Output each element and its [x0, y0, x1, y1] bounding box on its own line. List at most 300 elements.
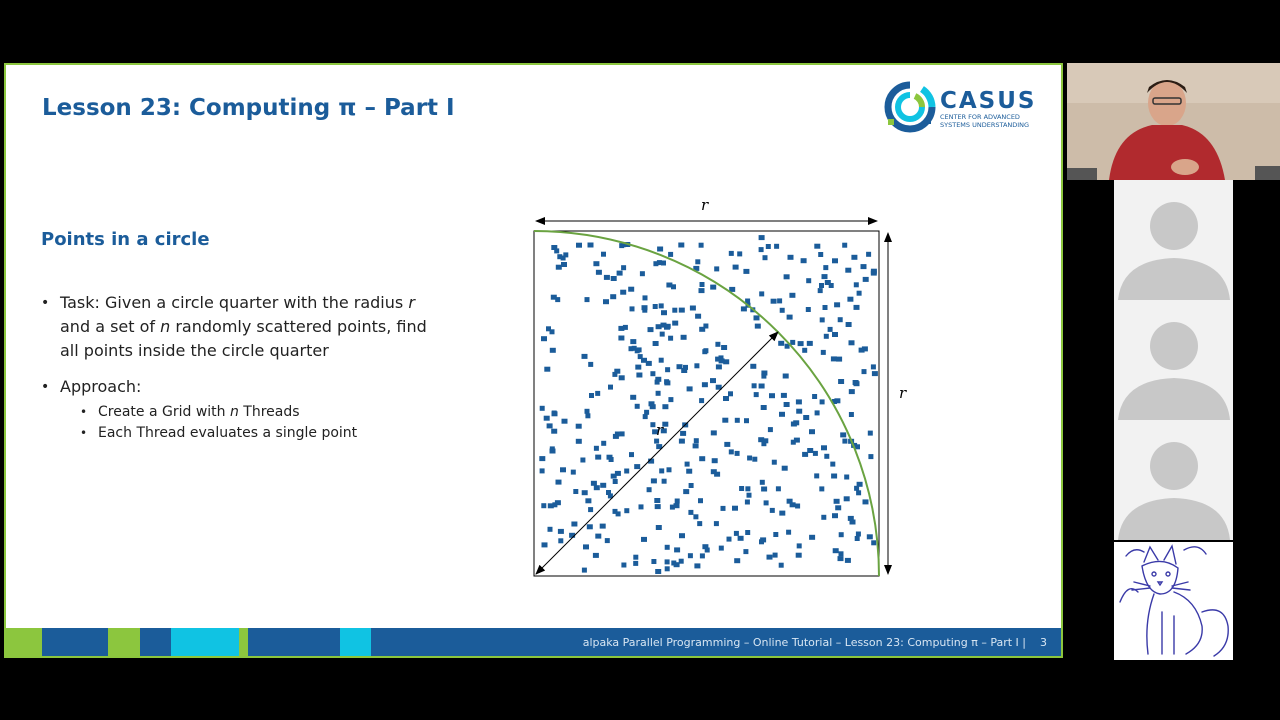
scatter-point — [767, 555, 773, 560]
scatter-point — [743, 549, 748, 554]
scatter-point — [796, 409, 802, 414]
scatter-point — [836, 357, 842, 362]
scatter-point — [558, 538, 563, 543]
scatter-point — [702, 382, 708, 387]
scatter-point — [573, 489, 578, 494]
scatter-point — [754, 315, 760, 320]
scatter-point — [795, 504, 800, 509]
participant-tile-2[interactable] — [1114, 300, 1233, 420]
scatter-point — [675, 499, 680, 504]
scatter-point — [650, 404, 656, 409]
cat-drawing-image — [1114, 542, 1233, 660]
scatter-point — [647, 487, 652, 492]
sub-bullet-thread: • Each Thread evaluates a single point — [60, 423, 461, 444]
scatter-point — [611, 276, 617, 281]
scatter-point — [601, 252, 606, 257]
scatter-point — [591, 481, 597, 486]
scatter-point — [862, 346, 868, 351]
presenter-video-frame — [1067, 63, 1280, 180]
scatter-point — [823, 305, 828, 310]
scatter-point — [593, 553, 599, 558]
scatter-point — [724, 442, 730, 447]
circle-quarter-diagram — [526, 193, 926, 593]
scatter-point — [544, 367, 550, 372]
scatter-point — [832, 513, 838, 518]
scatter-point — [822, 274, 828, 279]
scatter-point — [790, 340, 795, 345]
scatter-point — [832, 332, 838, 337]
scatter-point — [693, 514, 698, 519]
scatter-point — [703, 348, 708, 353]
scatter-point — [618, 336, 624, 341]
scatter-point — [761, 374, 766, 379]
scatter-point — [617, 271, 623, 276]
scatter-point — [659, 468, 664, 473]
scatter-point — [745, 500, 750, 505]
scatter-point — [839, 532, 844, 537]
scatter-point — [556, 480, 562, 485]
scatter-point — [603, 299, 609, 304]
scatter-point — [829, 283, 834, 288]
scatter-point — [806, 278, 811, 283]
scatter-point — [608, 385, 613, 390]
scatter-point — [594, 446, 599, 451]
scatter-point — [802, 348, 807, 353]
scatter-point — [821, 350, 826, 355]
footer-accent-green — [108, 628, 140, 658]
scatter-point — [576, 439, 582, 444]
logo-subtitle: CENTER FOR ADVANCED SYSTEMS UNDERSTANDING — [940, 113, 1030, 129]
scatter-point — [833, 548, 839, 553]
scatter-point — [648, 327, 654, 332]
scatter-point — [779, 563, 784, 568]
scatter-point — [650, 422, 655, 427]
scatter-point — [797, 543, 802, 548]
scatter-point — [665, 545, 670, 550]
scatter-point — [863, 277, 869, 282]
scatter-point — [868, 454, 873, 459]
scatter-point — [595, 391, 600, 396]
scatter-point — [661, 323, 667, 328]
scatter-point — [552, 502, 557, 507]
scatter-point — [715, 342, 720, 347]
scatter-point — [807, 448, 813, 453]
scatter-point — [723, 396, 729, 401]
scatter-point — [820, 317, 825, 322]
slide-title: Lesson 23: Computing π – Part I — [42, 95, 455, 121]
scatter-point — [653, 304, 658, 309]
scatter-point — [705, 548, 710, 553]
scatter-point — [624, 469, 629, 474]
scatter-point — [831, 474, 837, 479]
scatter-point — [585, 297, 590, 302]
scatter-point — [761, 487, 767, 492]
scatter-point — [613, 509, 618, 514]
scatter-point — [576, 243, 582, 248]
scatter-point — [793, 420, 799, 425]
scatter-point — [773, 553, 778, 558]
scatter-point — [665, 559, 670, 564]
scatter-point — [819, 283, 824, 288]
scatter-point — [782, 466, 788, 471]
scatter-point — [769, 393, 775, 398]
scatter-point — [818, 288, 823, 293]
scatter-point — [814, 244, 820, 249]
scatter-point — [655, 504, 661, 509]
scatter-point — [641, 537, 647, 542]
scatter-point — [710, 378, 716, 383]
scatter-point — [585, 409, 590, 414]
scatter-point — [729, 449, 734, 454]
scatter-point — [674, 503, 680, 508]
scatter-point — [842, 439, 847, 444]
casus-logo-mark — [882, 79, 938, 135]
scatter-point — [664, 379, 669, 384]
scatter-point — [719, 546, 724, 551]
scatter-point — [694, 363, 699, 368]
scatter-point — [540, 406, 545, 411]
scatter-point — [635, 365, 641, 370]
scatter-point — [667, 467, 672, 472]
scatter-point — [871, 364, 876, 369]
scatter-point — [656, 525, 662, 530]
scatter-point — [563, 252, 568, 257]
scatter-point — [759, 235, 765, 240]
scatter-point — [849, 389, 855, 394]
scatter-point — [763, 255, 768, 260]
scatter-point — [721, 345, 727, 350]
scatter-point — [839, 551, 844, 556]
scatter-point — [711, 430, 717, 435]
scatter-point — [654, 498, 660, 503]
scatter-point — [715, 357, 720, 362]
scatter-point — [796, 553, 802, 558]
scatter-point — [596, 270, 602, 275]
scatter-point — [851, 255, 857, 260]
scatter-point — [842, 243, 847, 248]
scatter-point — [700, 553, 705, 558]
footer-accent-green — [6, 628, 42, 658]
scatter-point — [672, 321, 678, 326]
scatter-point — [620, 431, 625, 436]
scatter-point — [761, 405, 767, 410]
scatter-point — [587, 524, 593, 529]
scatter-point — [768, 427, 773, 432]
scatter-point — [604, 275, 610, 280]
scatter-point — [861, 264, 867, 269]
scatter-point — [867, 534, 873, 539]
scatter-point — [619, 243, 624, 248]
scatter-point — [697, 521, 702, 526]
scatter-point — [774, 244, 779, 249]
scatter-point — [712, 458, 718, 463]
scatter-point — [623, 325, 628, 330]
scatter-point — [777, 298, 782, 303]
scatter-point — [813, 451, 818, 456]
scatter-point — [642, 305, 648, 310]
scatter-point — [571, 522, 577, 527]
scatter-point — [714, 266, 719, 271]
scatter-point — [541, 336, 547, 341]
scatter-point — [846, 322, 852, 327]
scatter-point — [784, 274, 790, 279]
scatter-point — [661, 310, 667, 315]
scatter-point — [594, 485, 600, 490]
bullet-approach: • Approach: • Create a Grid with n Threads • Each Thread evaluates a single point — [41, 375, 461, 444]
scatter-point — [862, 369, 867, 374]
scatter-point — [776, 486, 781, 491]
scatter-point — [674, 562, 680, 567]
scatter-point — [815, 410, 820, 415]
scatter-point — [857, 482, 863, 487]
scatter-point — [832, 258, 838, 263]
scatter-point — [735, 418, 740, 423]
participant-tile-1[interactable] — [1114, 180, 1233, 300]
presenter-camera[interactable] — [1067, 63, 1280, 180]
scatter-point — [809, 535, 815, 540]
scatter-point — [585, 498, 591, 503]
scatter-point — [601, 441, 606, 446]
scatter-point — [857, 291, 862, 296]
scatter-point — [698, 498, 703, 503]
scatter-point — [550, 449, 556, 454]
scatter-point — [694, 563, 700, 568]
scatter-point — [699, 456, 705, 461]
scatter-point — [600, 483, 606, 488]
scatter-point — [809, 429, 815, 434]
page-number: 3 — [1040, 636, 1047, 649]
scatter-point — [688, 553, 693, 558]
scatter-point — [666, 283, 672, 288]
scatter-point — [653, 261, 658, 266]
scatter-point — [732, 506, 738, 511]
scatter-point — [588, 362, 593, 367]
scatter-point — [589, 393, 594, 398]
scatter-point — [779, 412, 785, 417]
scatter-point — [849, 340, 855, 345]
scatter-point — [688, 510, 693, 515]
scatter-point — [630, 306, 635, 311]
scatter-point — [662, 422, 668, 427]
scatter-point — [672, 308, 677, 313]
footer-accent-cyan — [171, 628, 239, 658]
scatter-point — [620, 290, 626, 295]
scatter-point — [872, 371, 878, 376]
scatter-point — [668, 336, 673, 341]
scatter-point — [638, 354, 643, 359]
scatter-point — [630, 395, 636, 400]
scatter-point — [871, 271, 877, 276]
scatter-point — [743, 269, 749, 274]
scatter-point — [576, 424, 582, 429]
scatter-point — [787, 315, 793, 320]
scatter-point — [855, 536, 860, 541]
scatter-point — [871, 540, 876, 545]
scatter-point — [824, 334, 829, 339]
scatter-point — [558, 529, 564, 534]
scatter-point — [711, 469, 717, 474]
scatter-point — [650, 371, 655, 376]
scatter-point — [835, 505, 841, 510]
scatter-point — [714, 521, 719, 526]
scatter-point — [668, 252, 673, 257]
scatter-point — [845, 558, 851, 563]
scatter-point — [621, 265, 626, 270]
scatter-point — [728, 391, 733, 396]
scatter-point — [847, 297, 853, 302]
scatter-point — [849, 412, 854, 417]
footer-caption: alpaka Parallel Programming – Online Tutorial – Lesson 23: Computing π – Part I | 3 — [582, 636, 1047, 649]
scatter-point — [750, 364, 756, 369]
scatter-point — [562, 419, 568, 424]
scatter-point — [679, 308, 685, 313]
scatter-point — [612, 372, 617, 377]
scatter-point — [772, 460, 777, 465]
scatter-point — [856, 490, 861, 495]
scatter-point — [656, 391, 661, 396]
scatter-point — [760, 480, 765, 485]
scatter-point — [651, 559, 656, 564]
scatter-point — [695, 259, 700, 264]
scatter-point — [803, 415, 809, 420]
scatter-point — [550, 348, 556, 353]
footer-accent-cyan — [340, 628, 371, 658]
scatter-point — [754, 392, 759, 397]
scatter-point — [771, 299, 777, 304]
scatter-point — [651, 478, 657, 483]
video-participants-panel — [1067, 63, 1280, 658]
scatter-point — [595, 534, 601, 539]
scatter-point — [850, 520, 856, 525]
scatter-point — [624, 508, 629, 513]
scatter-point — [655, 569, 661, 574]
scatter-point — [539, 456, 545, 461]
scatter-point — [821, 515, 826, 520]
scatter-point — [831, 356, 837, 361]
scatter-point — [665, 367, 670, 372]
scatter-point — [789, 293, 795, 298]
scatter-point — [662, 479, 667, 484]
scatter-point — [679, 439, 685, 444]
scatter-point — [635, 404, 640, 409]
scatter-point — [683, 489, 689, 494]
scatter-point — [633, 561, 638, 566]
scatter-point — [613, 479, 618, 484]
scatter-point — [605, 538, 610, 543]
scatter-point — [844, 475, 849, 480]
scatter-point — [636, 373, 642, 378]
scatter-point — [679, 533, 685, 538]
scatter-point — [593, 261, 599, 266]
scatter-point — [544, 416, 550, 421]
scatter-point — [735, 451, 740, 456]
scatter-point — [721, 506, 726, 511]
scatter-point — [838, 317, 843, 322]
slide-footer — [6, 628, 1061, 658]
scatter-point — [779, 511, 785, 516]
diagonal-radius-label: r — [656, 421, 664, 439]
section-heading: Points in a circle — [41, 229, 210, 250]
scatter-point — [643, 295, 648, 300]
scatter-point — [722, 418, 728, 423]
person-placeholder-icon — [1114, 180, 1233, 300]
scatter-point — [764, 500, 769, 505]
person-placeholder-icon — [1114, 300, 1233, 420]
scatter-point — [681, 335, 687, 340]
footer-accent-green — [239, 628, 248, 658]
scatter-point — [619, 375, 625, 380]
scatter-point — [582, 490, 588, 495]
scatter-point — [819, 486, 824, 491]
scatter-point — [866, 252, 871, 257]
scatter-point — [609, 457, 614, 462]
scatter-point — [752, 383, 757, 388]
sub-bullet-grid: • Create a Grid with n Threads — [60, 402, 461, 423]
scatter-point — [738, 536, 744, 541]
casus-logo — [882, 79, 1042, 135]
scatter-point — [611, 474, 617, 479]
scatter-point — [665, 566, 670, 571]
scatter-point — [766, 244, 771, 249]
participant-tile-drawing[interactable] — [1114, 542, 1233, 660]
scatter-point — [628, 287, 634, 292]
scatter-point — [770, 508, 775, 513]
scatter-point — [588, 243, 594, 248]
scatter-point — [661, 261, 666, 266]
top-radius-label: r — [701, 196, 709, 214]
scatter-point — [557, 254, 562, 259]
scatter-point — [548, 527, 553, 532]
scatter-point — [632, 346, 637, 351]
scatter-point — [737, 251, 742, 256]
scatter-point — [759, 291, 764, 296]
scatter-point — [745, 486, 750, 491]
scatter-point — [540, 468, 545, 473]
scatter-point — [600, 524, 606, 529]
scatter-point — [745, 530, 750, 535]
participant-tile-3[interactable] — [1114, 420, 1233, 540]
scatter-point — [854, 381, 860, 386]
scatter-point — [552, 411, 558, 416]
scatter-point — [755, 324, 761, 329]
scatter-point — [824, 454, 829, 459]
scatter-point — [613, 434, 619, 439]
scatter-point — [752, 457, 757, 462]
scatter-point — [820, 399, 825, 404]
scatter-point — [541, 503, 546, 508]
right-radius-label: r — [899, 384, 907, 402]
scatter-point — [582, 568, 587, 573]
scatter-point — [561, 262, 567, 267]
scatter-point — [844, 496, 850, 501]
scatter-point — [621, 563, 626, 568]
scatter-point — [801, 258, 807, 263]
scatter-point — [630, 339, 636, 344]
scatter-point — [699, 288, 705, 293]
scatter-point — [643, 414, 648, 419]
scatter-point — [741, 306, 747, 311]
scatter-point — [690, 306, 696, 311]
scatter-point — [633, 555, 638, 560]
scatter-point — [595, 455, 601, 460]
scatter-point — [854, 305, 860, 310]
scatter-point — [787, 499, 793, 504]
scatter-point — [784, 402, 790, 407]
scatter-point — [674, 547, 680, 552]
scatter-point — [821, 445, 827, 450]
scatter-point — [761, 441, 766, 446]
bullet-list — [41, 291, 461, 444]
